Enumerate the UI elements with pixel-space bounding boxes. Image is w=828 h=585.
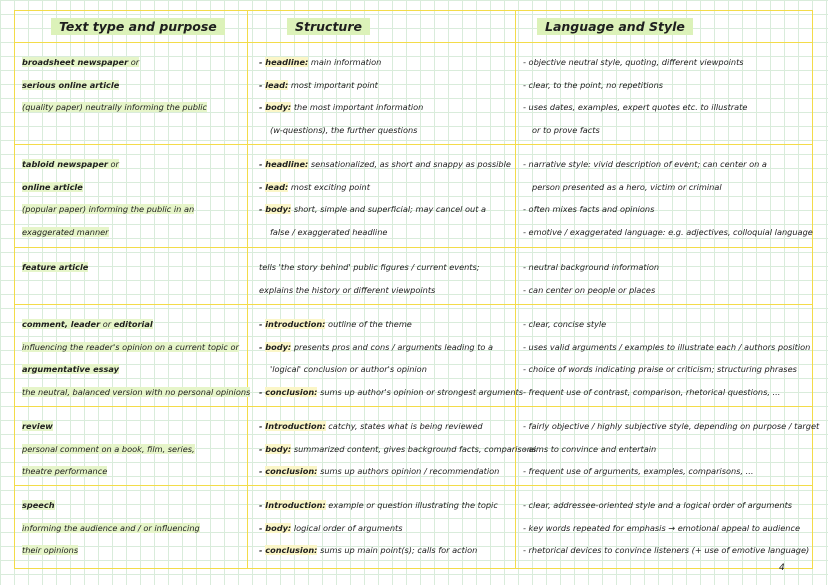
bullet-dash: - bbox=[259, 57, 266, 67]
row-divider bbox=[15, 42, 812, 43]
text-type-highlight bbox=[22, 466, 107, 476]
text-type-highlight bbox=[22, 159, 119, 169]
text-type-highlight bbox=[22, 57, 139, 67]
structure-text: (w-questions), the further questions bbox=[270, 125, 418, 136]
structure-text: sums up author's opinion or strongest arguments bbox=[317, 387, 523, 398]
text-type-name: comment, leader bbox=[22, 319, 101, 329]
structure-line bbox=[259, 521, 498, 544]
structure-line bbox=[259, 464, 536, 487]
language-style-cell bbox=[523, 498, 809, 566]
structure-cell bbox=[259, 55, 423, 146]
text-type-description: or bbox=[107, 159, 119, 169]
language-style-cell bbox=[523, 55, 747, 146]
text-type-description: the neutral, balanced version with no personal opinions bbox=[22, 387, 251, 398]
language-style-line: - fairly objective / highly subjective style, depending on purpose / target bbox=[523, 421, 820, 431]
bullet-dash: - bbox=[259, 204, 266, 215]
bullet-dash: - bbox=[259, 466, 266, 477]
text-type-highlight bbox=[22, 387, 250, 397]
text-type-highlight bbox=[22, 500, 55, 510]
structure-text: most exciting point bbox=[288, 181, 370, 192]
structure-term: lead: bbox=[265, 181, 289, 192]
text-type-highlight bbox=[22, 262, 88, 272]
bullet-dash: - bbox=[259, 522, 266, 533]
text-type-description: influencing the reader's opinion on a current topic or bbox=[22, 341, 239, 352]
structure-term-highlight bbox=[265, 204, 291, 214]
structure-term: headline: bbox=[265, 159, 309, 169]
structure-line bbox=[259, 317, 523, 340]
bullet-dash: - bbox=[259, 102, 266, 113]
structure-line bbox=[259, 543, 498, 566]
structure-line bbox=[259, 283, 480, 306]
language-style-line: - neutral background information bbox=[523, 262, 660, 272]
bullet-dash: - bbox=[259, 545, 266, 556]
structure-text: explains the history or different viewpoints bbox=[259, 284, 436, 295]
text-type-description: or bbox=[100, 319, 114, 329]
structure-text: sums up authors opinion / recommendation bbox=[317, 466, 500, 477]
bullet-dash: - bbox=[259, 387, 266, 398]
structure-text: most important point bbox=[288, 79, 378, 90]
text-type-line bbox=[22, 202, 194, 225]
bullet-dash: - bbox=[259, 319, 266, 329]
language-style-line: - emotive / exaggerated language: e.g. adjectives, colloquial language bbox=[523, 227, 813, 238]
structure-cell bbox=[259, 157, 511, 248]
structure-term-highlight bbox=[265, 500, 325, 510]
structure-text: main information bbox=[308, 57, 382, 67]
structure-term: lead: bbox=[265, 79, 289, 90]
structure-term-highlight bbox=[265, 466, 317, 476]
structure-line bbox=[259, 180, 511, 203]
structure-text: tells 'the story behind' public figures / current events; bbox=[259, 262, 480, 272]
structure-text: summarized content, gives background facts, comparisons bbox=[291, 443, 537, 454]
text-type-cell bbox=[22, 55, 207, 123]
bullet-dash: - bbox=[259, 159, 266, 169]
text-type-line bbox=[22, 225, 194, 248]
bullet-dash: - bbox=[259, 79, 266, 90]
structure-term: introduction: bbox=[265, 319, 326, 329]
language-style-line: - clear, concise style bbox=[523, 319, 607, 329]
text-type-cell bbox=[22, 260, 88, 283]
structure-line bbox=[259, 202, 511, 225]
structure-line bbox=[259, 123, 423, 146]
text-type-description: their opinions bbox=[22, 545, 79, 556]
language-style-cell bbox=[523, 419, 819, 487]
structure-text: logical order of arguments bbox=[291, 522, 403, 533]
text-type-line bbox=[22, 464, 195, 487]
text-type-cell bbox=[22, 157, 194, 248]
structure-term: conclusion: bbox=[265, 545, 318, 556]
language-style-line: person presented as a hero, victim or criminal bbox=[532, 181, 722, 192]
language-style-line: - clear, addressee-oriented style and a logical order of arguments bbox=[523, 500, 793, 510]
language-style-line: - aims to convince and entertain bbox=[523, 443, 657, 454]
structure-term: Introduction: bbox=[265, 421, 326, 431]
bullet-dash: - bbox=[259, 443, 266, 454]
text-type-description: informing the audience and / or influencing bbox=[22, 522, 200, 533]
structure-text: 'logical' conclusion or author's opinion bbox=[270, 364, 427, 375]
text-type-name: argumentative essay bbox=[22, 364, 119, 375]
structure-cell bbox=[259, 260, 480, 305]
text-type-highlight bbox=[22, 364, 119, 374]
language-style-line: - uses dates, examples, expert quotes etc. to illustrate bbox=[523, 102, 748, 113]
language-style-line: - objective neutral style, quoting, different viewpoints bbox=[523, 57, 744, 67]
structure-line bbox=[259, 498, 498, 521]
bullet-dash: - bbox=[259, 421, 266, 431]
text-type-line bbox=[22, 498, 200, 521]
text-type-description: (popular paper) informing the public in an bbox=[22, 204, 195, 215]
header-language-style: Language and Style bbox=[537, 18, 693, 35]
structure-text: sensationalized, as short and snappy as possible bbox=[308, 159, 511, 169]
text-type-cell bbox=[22, 317, 250, 408]
language-style-cell bbox=[523, 317, 810, 408]
structure-term: body: bbox=[265, 522, 292, 533]
structure-term: Introduction: bbox=[265, 500, 326, 510]
text-type-highlight bbox=[22, 182, 83, 192]
structure-term-highlight bbox=[265, 421, 325, 431]
structure-term-highlight bbox=[265, 80, 288, 90]
structure-line bbox=[259, 419, 536, 442]
structure-term-highlight bbox=[265, 57, 308, 67]
structure-line bbox=[259, 442, 536, 465]
language-style-cell bbox=[523, 260, 659, 305]
text-type-line bbox=[22, 442, 195, 465]
language-style-line: - clear, to the point, no repetitions bbox=[523, 79, 664, 90]
structure-text: outline of the theme bbox=[325, 319, 412, 329]
text-type-description: (quality paper) neutrally informing the public bbox=[22, 102, 208, 113]
text-type-description: theatre performance bbox=[22, 466, 108, 477]
text-type-line bbox=[22, 180, 194, 203]
structure-term-highlight bbox=[265, 523, 291, 533]
language-style-line: - often mixes facts and opinions bbox=[523, 204, 655, 215]
header-structure: Structure bbox=[287, 18, 370, 35]
language-style-line: - uses valid arguments / examples to illustrate each / authors position bbox=[523, 341, 811, 352]
language-style-line: - key words repeated for emphasis → emotional appeal to audience bbox=[523, 522, 800, 533]
text-type-line bbox=[22, 78, 207, 101]
structure-line bbox=[259, 340, 523, 363]
text-type-line bbox=[22, 260, 88, 283]
structure-text: the most important information bbox=[291, 102, 424, 113]
structure-term: body: bbox=[265, 443, 292, 454]
text-type-highlight bbox=[22, 421, 53, 431]
structure-text: short, simple and superficial; may cancel out a bbox=[291, 204, 487, 215]
text-type-name: broadsheet newspaper bbox=[22, 57, 129, 67]
structure-term-highlight bbox=[265, 444, 291, 454]
text-type-name: serious online article bbox=[22, 79, 120, 90]
structure-term-highlight bbox=[265, 319, 325, 329]
text-type-name: online article bbox=[22, 181, 83, 192]
language-style-cell bbox=[523, 157, 813, 248]
text-type-highlight bbox=[22, 545, 78, 555]
bullet-dash: - bbox=[259, 181, 266, 192]
structure-line bbox=[259, 225, 511, 248]
structure-term-highlight bbox=[265, 545, 317, 555]
language-style-line: - narrative style: vivid description of event; can center on a bbox=[523, 159, 767, 169]
language-style-line: - frequent use of arguments, examples, comparisons, ... bbox=[523, 466, 754, 477]
structure-term: body: bbox=[265, 204, 292, 215]
text-type-highlight bbox=[22, 342, 239, 352]
structure-cell bbox=[259, 419, 536, 487]
structure-term-highlight bbox=[265, 387, 317, 397]
text-type-description: exaggerated manner bbox=[22, 227, 109, 238]
text-type-line bbox=[22, 55, 207, 78]
text-type-highlight bbox=[22, 102, 207, 112]
text-type-name: review bbox=[22, 421, 53, 431]
text-type-cell bbox=[22, 419, 195, 487]
structure-text: presents pros and cons / arguments leading to a bbox=[291, 341, 494, 352]
text-type-name: feature article bbox=[22, 262, 89, 272]
structure-text: catchy, states what is being reviewed bbox=[325, 421, 483, 431]
text-type-highlight bbox=[22, 523, 200, 533]
text-type-name: speech bbox=[22, 500, 55, 510]
structure-line bbox=[259, 260, 480, 283]
structure-term: body: bbox=[265, 341, 292, 352]
structure-term: headline: bbox=[265, 57, 309, 67]
language-style-line: - rhetorical devices to convince listeners (+ use of emotive language) bbox=[523, 545, 810, 556]
structure-term-highlight bbox=[265, 159, 308, 169]
structure-line bbox=[259, 100, 423, 123]
text-type-line bbox=[22, 362, 250, 385]
header-text-type: Text type and purpose bbox=[51, 18, 225, 35]
bullet-dash: - bbox=[259, 500, 266, 510]
text-type-line bbox=[22, 543, 200, 566]
text-type-line bbox=[22, 385, 250, 408]
structure-term-highlight bbox=[265, 342, 291, 352]
structure-line bbox=[259, 362, 523, 385]
page-number: 4 bbox=[779, 563, 785, 573]
text-type-line bbox=[22, 340, 250, 363]
text-type-line bbox=[22, 317, 250, 340]
text-type-highlight bbox=[22, 227, 109, 237]
structure-term-highlight bbox=[265, 102, 291, 112]
text-type-description: or bbox=[128, 57, 140, 67]
structure-line bbox=[259, 78, 423, 101]
structure-term-highlight bbox=[265, 182, 288, 192]
structure-term: conclusion: bbox=[265, 466, 318, 477]
text-type-highlight bbox=[22, 204, 194, 214]
text-type-highlight bbox=[22, 444, 195, 454]
structure-term: body: bbox=[265, 102, 292, 113]
text-type-description: personal comment on a book, film, series, bbox=[22, 443, 195, 454]
structure-text: false / exaggerated headline bbox=[270, 227, 388, 238]
text-type-line bbox=[22, 157, 194, 180]
text-type-highlight bbox=[22, 80, 119, 90]
structure-line bbox=[259, 55, 423, 78]
language-style-line: or to prove facts bbox=[532, 125, 600, 136]
text-type-line bbox=[22, 100, 207, 123]
text-type-cell bbox=[22, 498, 200, 566]
bullet-dash: - bbox=[259, 341, 266, 352]
text-type-line bbox=[22, 521, 200, 544]
structure-line bbox=[259, 157, 511, 180]
text-type-line bbox=[22, 419, 195, 442]
text-type-name: tabloid newspaper bbox=[22, 159, 108, 169]
text-type-highlight bbox=[22, 319, 153, 329]
structure-cell bbox=[259, 498, 498, 566]
structure-text: example or question illustrating the topic bbox=[325, 500, 498, 510]
structure-term: conclusion: bbox=[265, 387, 318, 398]
structure-cell bbox=[259, 317, 523, 408]
structure-text: sums up main point(s); calls for action bbox=[317, 545, 478, 556]
language-style-line: - can center on people or places bbox=[523, 284, 656, 295]
text-type-name: editorial bbox=[113, 319, 153, 329]
structure-line bbox=[259, 385, 523, 408]
language-style-line: - choice of words indicating praise or criticism; structuring phrases bbox=[523, 364, 797, 375]
language-style-line: - frequent use of contrast, comparison, rhetorical questions, ... bbox=[523, 387, 781, 398]
